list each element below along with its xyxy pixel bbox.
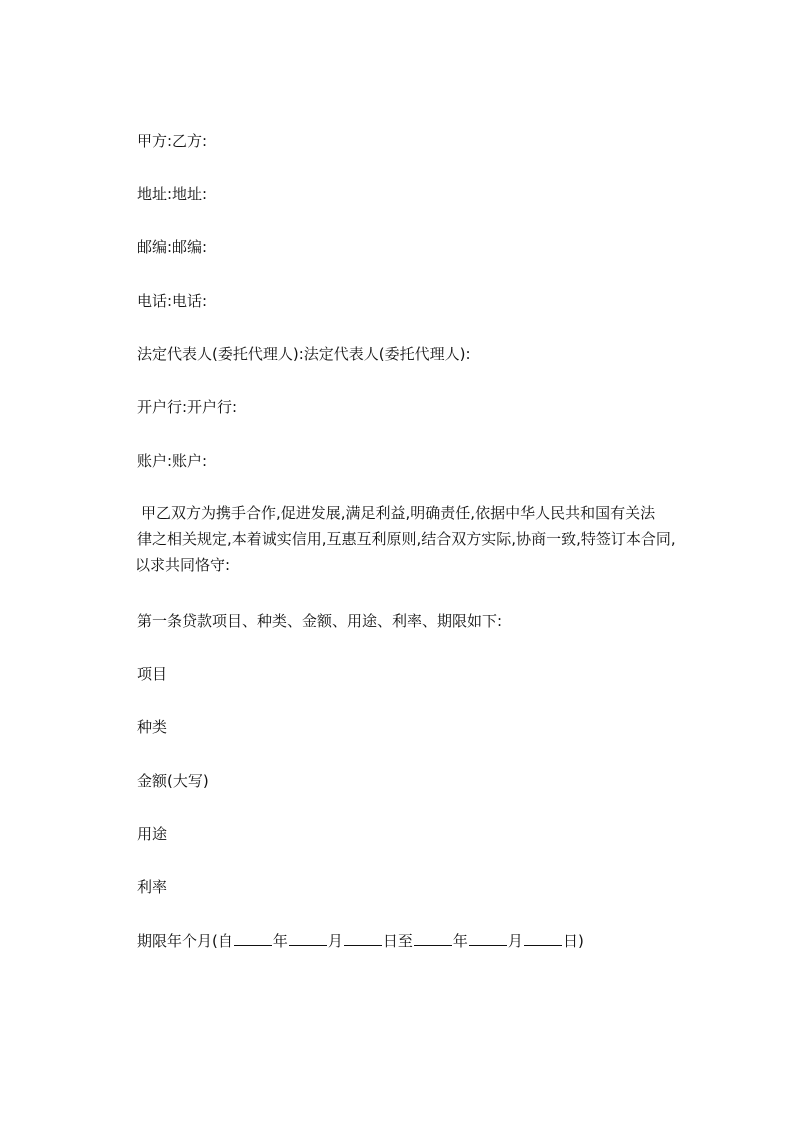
- intro-paragraph: [135, 500, 695, 578]
- phone-line: 电话:电话:: [137, 292, 208, 310]
- term-year-2: 年: [452, 932, 468, 950]
- term-day-2: 日): [562, 932, 584, 950]
- blank-end-year: [414, 931, 452, 946]
- term-year-1: 年: [272, 932, 288, 950]
- party-names-line: 甲方:乙方:: [137, 132, 208, 150]
- blank-end-day: [524, 931, 562, 946]
- postcode-line: 邮编:邮编:: [137, 238, 208, 256]
- term-month-1: 月: [327, 932, 343, 950]
- intro-row-3: 以求共同恪守:: [135, 556, 231, 574]
- term-day-1: 日至: [382, 932, 413, 950]
- item-type: 种类: [137, 718, 168, 736]
- blank-start-year: [234, 931, 272, 946]
- address-line: 地址:地址:: [137, 185, 208, 203]
- intro-row-1: 甲乙双方为携手合作,促进发展,满足利益,明确责任,依据中华人民共和国有关法: [141, 504, 656, 522]
- blank-start-month: [289, 931, 327, 946]
- blank-start-day: [344, 931, 382, 946]
- term-prefix: 期限年个月(自: [137, 932, 233, 950]
- blank-end-month: [469, 931, 507, 946]
- intro-row-2: 律之相关规定,本着诚实信用,互惠互利原则,结合双方实际,协商一致,特签订本合同,: [137, 530, 676, 548]
- item-rate: 利率: [137, 878, 168, 896]
- item-amount: 金额(大写): [137, 772, 209, 790]
- item-project: 项目: [137, 665, 168, 683]
- legal-representative-line: 法定代表人(委托代理人):法定代表人(委托代理人):: [137, 345, 471, 363]
- article-1-heading: 第一条贷款项目、种类、金额、用途、利率、期限如下:: [137, 612, 503, 630]
- account-line: 账户:账户:: [137, 452, 208, 470]
- term-month-2: 月: [507, 932, 523, 950]
- term-line: [137, 931, 584, 951]
- item-use: 用途: [137, 825, 168, 843]
- bank-line: 开户行:开户行:: [137, 398, 238, 416]
